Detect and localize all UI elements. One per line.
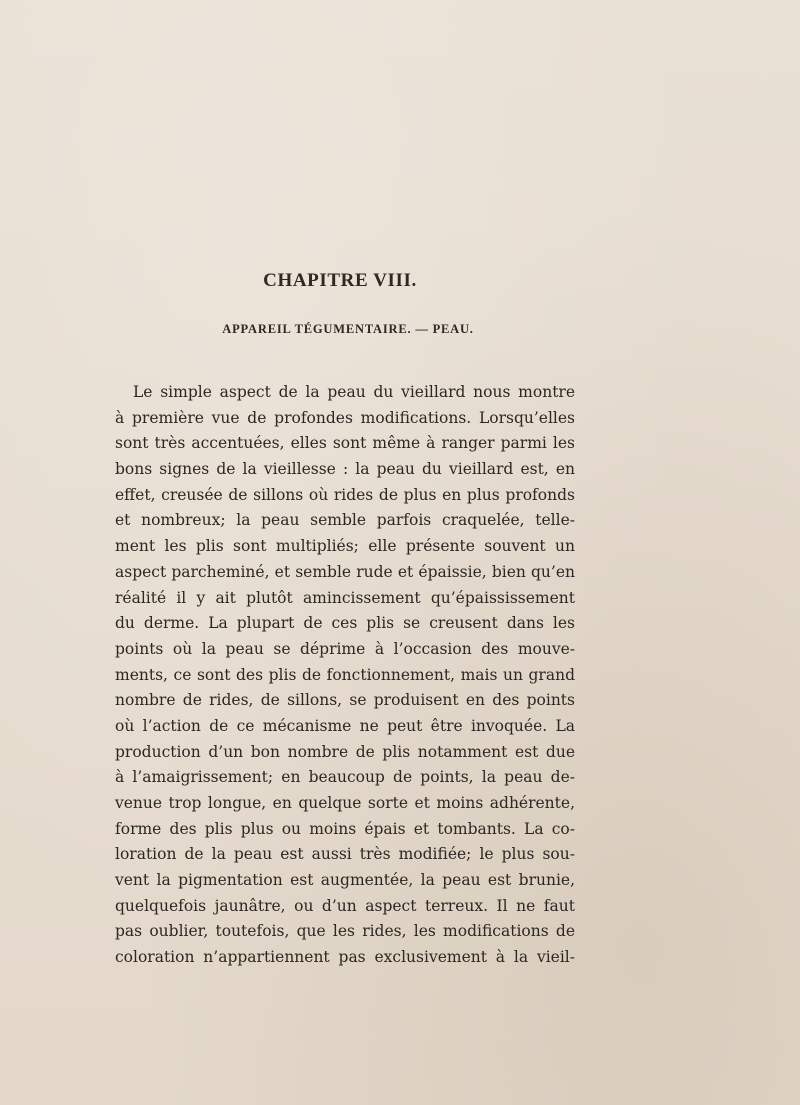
text-line: quelquefois jaunâtre, ou d’un aspect terreux. Il ne faut: [115, 896, 575, 915]
body-paragraph: [115, 380, 575, 971]
text-line: vent la pigmentation est augmentée, la peau est brunie,: [115, 871, 575, 890]
text-line: du derme. La plupart de ces plis se creusent dans les: [115, 614, 575, 633]
text-line: forme des plis plus ou moins épais et tombants. La co-: [115, 819, 575, 838]
text-line: nombre de rides, de sillons, se produisent en des points: [115, 691, 575, 710]
text-line: et nombreux; la peau semble parfois craquelée, telle-: [115, 511, 575, 530]
text-line: pas oublier, toutefois, que les rides, les modifications de: [115, 922, 575, 941]
text-line: bons signes de la vieillesse : la peau du vieillard est, en: [115, 460, 575, 479]
text-line: coloration n’appartiennent pas exclusivement à la vieil-: [115, 948, 575, 967]
text-line: sont très accentuées, elles sont même à ranger parmi les: [115, 434, 575, 453]
text-line: venue trop longue, en quelque sorte et moins adhérente,: [115, 794, 575, 812]
text-line: points où la peau se déprime à l’occasion des mouve-: [115, 639, 575, 658]
text-line: à l’amaigrissement; en beaucoup de points, la peau de-: [115, 768, 575, 787]
chapter-title: CHAPITRE VIII.: [263, 270, 417, 291]
text-line: ments, ce sont des plis de fonctionnement, mais un grand: [115, 665, 575, 684]
text-line: où l’action de ce mécanisme ne peut être invoquée. La: [115, 716, 575, 735]
text-line: à première vue de profondes modifications. Lorsqu’elles: [115, 408, 575, 427]
text-line: effet, creusée de sillons où rides de plus en plus profonds: [115, 485, 575, 504]
text-line: loration de la peau est aussi très modifiée; le plus sou-: [115, 845, 575, 864]
text-line: ment les plis sont multipliés; elle présente souvent un: [115, 537, 575, 556]
text-line: réalité il y ait plutôt amincissement qu’épaississement: [115, 588, 575, 607]
section-title: APPAREIL TÉGUMENTAIRE. — PEAU.: [222, 322, 474, 336]
text-line: aspect parcheminé, et semble rude et épaissie, bien qu’en: [115, 562, 575, 581]
text-line: production d’un bon nombre de plis notamment est due: [115, 742, 575, 761]
text-line: Le simple aspect de la peau du vieillard nous montre: [133, 383, 575, 401]
